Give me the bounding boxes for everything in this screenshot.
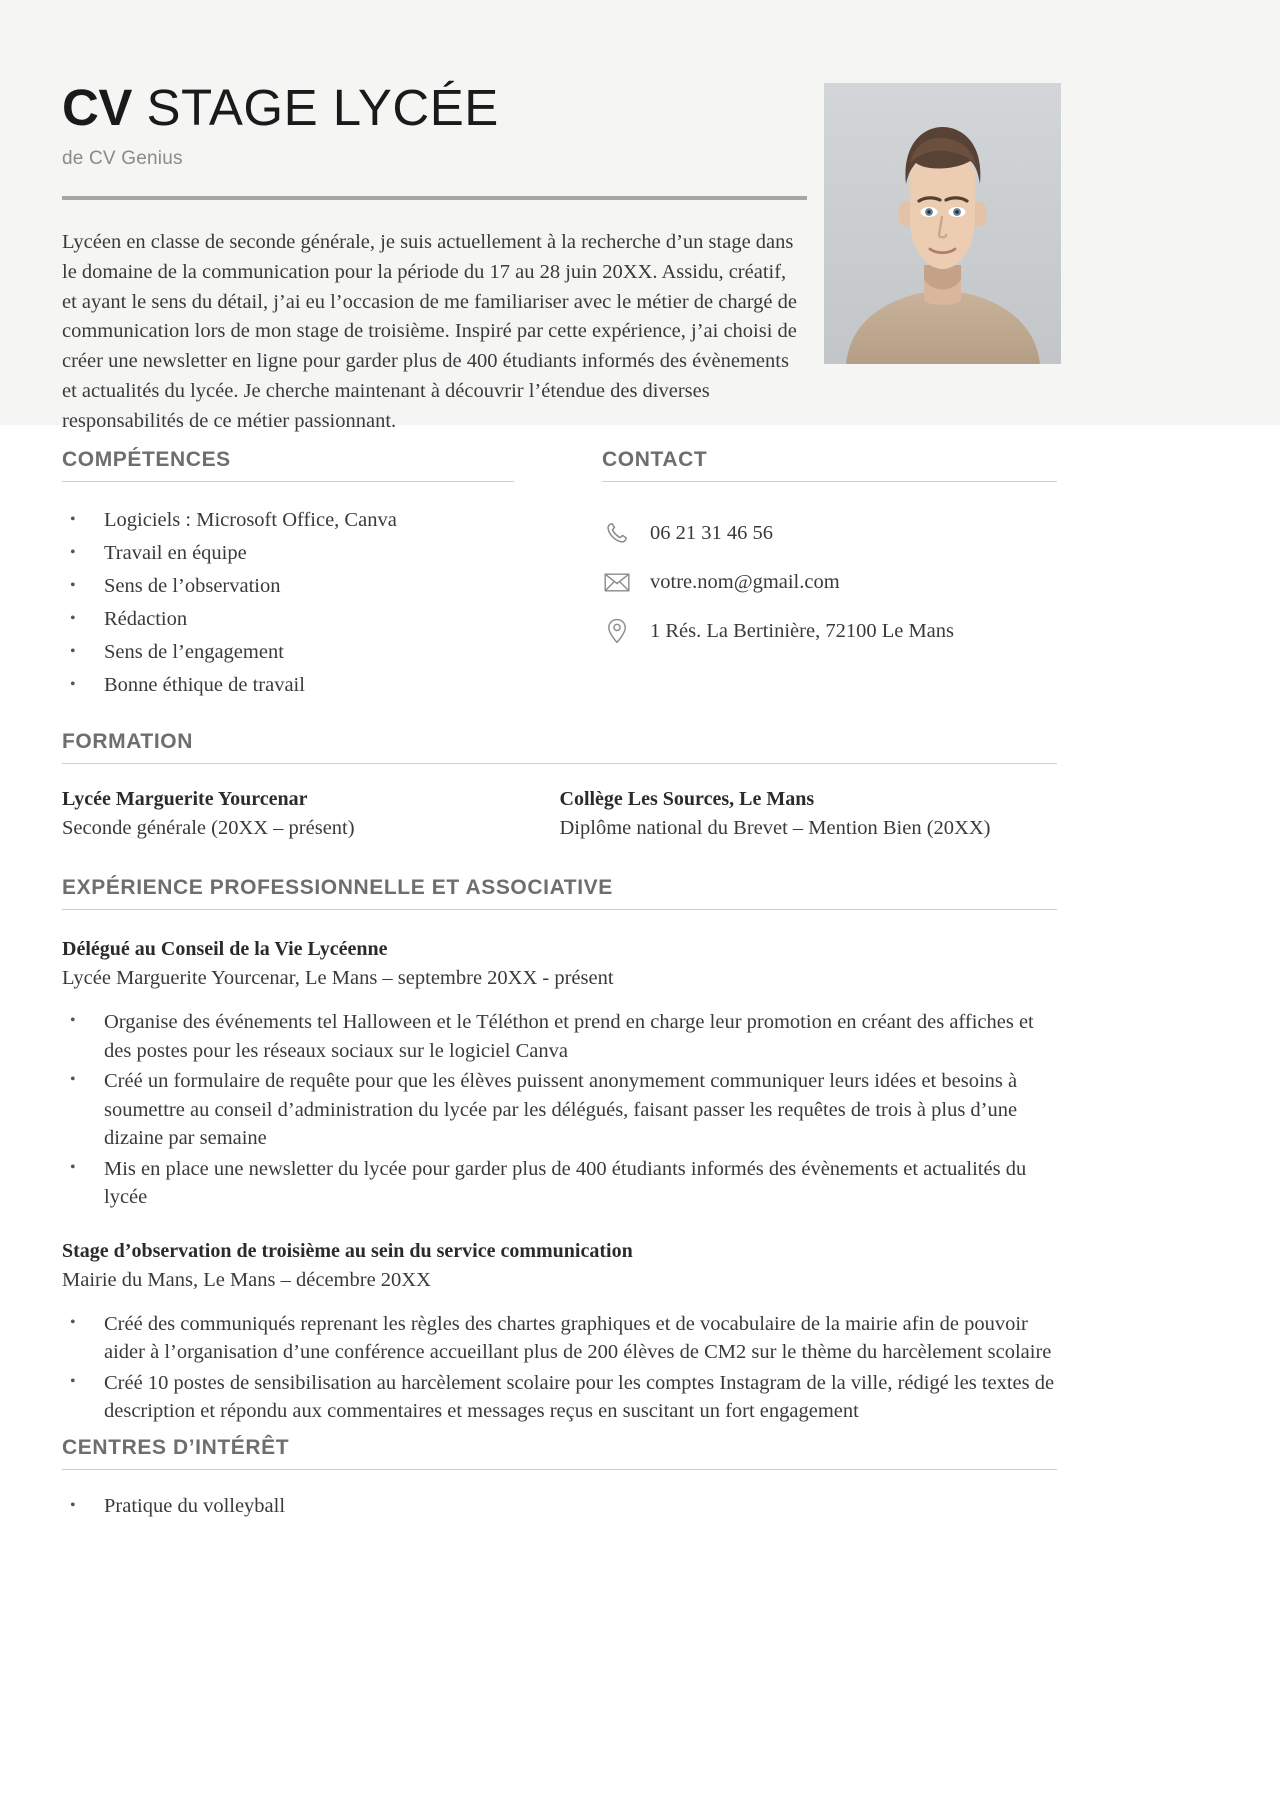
education-divider — [62, 763, 1057, 764]
envelope-icon — [602, 570, 632, 594]
interests-list — [62, 1490, 1057, 1523]
list-item: • Créé 10 postes de sensibilisation au harcèlement scolaire pour les comptes Instagram de la ville, rédigé les textes de description et répondu aux commentaires et messages reçus en suscitant un fort engagement — [62, 1369, 1057, 1426]
list-item: • Mis en place une newsletter du lycée pour garder plus de 400 étudiants informés des évènements et actualités du lycée — [62, 1155, 1057, 1212]
education-heading: FORMATION — [62, 730, 193, 753]
address-value: 1 Rés. La Bertinière, 72100 Le Mans — [650, 619, 955, 642]
profile-summary: Lycéen en classe de seconde générale, je suis actuellement à la recherche d’un stage dans le domaine de la communication pour la période du 17 au 28 juin 20XX. Assidu, créatif, et ayant le sens du détail, j’ai eu l’occasion de me familiariser avec le métier de chargé de communication lors de mon stage de troisième. Inspiré par cette expérience, j’ai choisi de créer une newsletter en ligne pour garder plus de 400 étudiants informés des évènements et actualités du lycée. Je cherche maintenant à découvrir l’étendue des diverses responsabilités de ce métier passionnant. — [62, 231, 798, 432]
skills-heading: COMPÉTENCES — [62, 448, 231, 471]
contact-row-email[interactable] — [602, 557, 1057, 606]
contact-section — [602, 448, 1057, 655]
list-item: • Sens de l’observation — [62, 570, 514, 603]
job-meta: Lycée Marguerite Yourcenar, Le Mans – septembre 20XX - présent — [62, 967, 614, 989]
header-divider — [62, 196, 807, 200]
list-item: • Bonne éthique de travail — [62, 669, 514, 702]
avatar — [824, 83, 1061, 364]
education-school: Lycée Marguerite Yourcenar — [62, 788, 308, 810]
list-item: • Travail en équipe — [62, 537, 514, 570]
list-item: • Rédaction — [62, 603, 514, 636]
skills-list — [62, 504, 514, 702]
education-section — [62, 730, 1057, 842]
list-item: • Organise des événements tel Halloween et le Téléthon et prend en charge leur promotion en créant des affiches et des postes pour les réseaux sociaux sur le logiciel Canva — [62, 1008, 1057, 1065]
contact-list — [602, 508, 1057, 655]
interests-heading: CENTRES D’INTÉRÊT — [62, 1436, 290, 1459]
education-entry — [560, 786, 1058, 842]
title-rest: STAGE LYCÉE — [146, 79, 499, 136]
education-degree: Diplôme national du Brevet – Mention Bien (20XX) — [559, 817, 991, 839]
subtitle: de CV Genius — [62, 148, 183, 169]
experience-section — [62, 876, 1057, 1428]
skills-section — [62, 448, 514, 702]
experience-divider — [62, 909, 1057, 910]
portrait-photo — [824, 83, 1061, 364]
interests-section — [62, 1436, 1057, 1523]
education-grid — [62, 786, 1057, 842]
job-title: Délégué au Conseil de la Vie Lycéenne — [62, 938, 388, 960]
phone-value: 06 21 31 46 56 — [650, 521, 773, 544]
header-title-block — [62, 78, 807, 170]
contact-heading: CONTACT — [602, 448, 708, 471]
page-title — [62, 78, 807, 138]
experience-entry — [62, 936, 1057, 1212]
list-item: • Pratique du volleyball — [62, 1490, 1057, 1523]
experience-entry — [62, 1238, 1057, 1426]
interests-divider — [62, 1469, 1057, 1470]
job-bullets — [62, 1008, 1057, 1212]
job-bullets — [62, 1310, 1057, 1426]
list-item: • Créé un formulaire de requête pour que les élèves puissent anonymement communiquer leurs idées et besoins à soumettre au conseil d’administration du lycée par les délégués, faisant passer les requêtes de trois à plus d’une dizaine par semaine — [62, 1067, 1057, 1153]
list-item: • Logiciels : Microsoft Office, Canva — [62, 504, 514, 537]
job-meta: Mairie du Mans, Le Mans – décembre 20XX — [62, 1268, 431, 1291]
contact-row-address[interactable] — [602, 606, 1057, 655]
contact-row-phone[interactable] — [602, 508, 1057, 557]
email-value: votre.nom@gmail.com — [650, 570, 840, 593]
title-strong: CV — [62, 79, 132, 136]
contact-divider — [602, 481, 1057, 482]
phone-icon — [602, 520, 632, 546]
location-pin-icon — [602, 617, 632, 645]
experience-heading: EXPÉRIENCE PROFESSIONNELLE ET ASSOCIATIVE — [62, 876, 613, 899]
job-title: Stage d’observation de troisième au sein du service communication — [62, 1239, 633, 1262]
education-degree: Seconde générale (20XX – présent) — [62, 817, 355, 839]
list-item: • Créé des communiqués reprenant les règles des chartes graphiques et de vocabulaire de la mairie afin de pouvoir aider à l’organisation d’une conférence accueillant plus de 200 élèves de CM2 sur le thème du harcèlement scolaire — [62, 1310, 1057, 1367]
skills-divider — [62, 481, 514, 482]
education-school: Collège Les Sources, Le Mans — [559, 788, 815, 810]
list-item: • Sens de l’engagement — [62, 636, 514, 669]
education-entry — [62, 786, 560, 842]
